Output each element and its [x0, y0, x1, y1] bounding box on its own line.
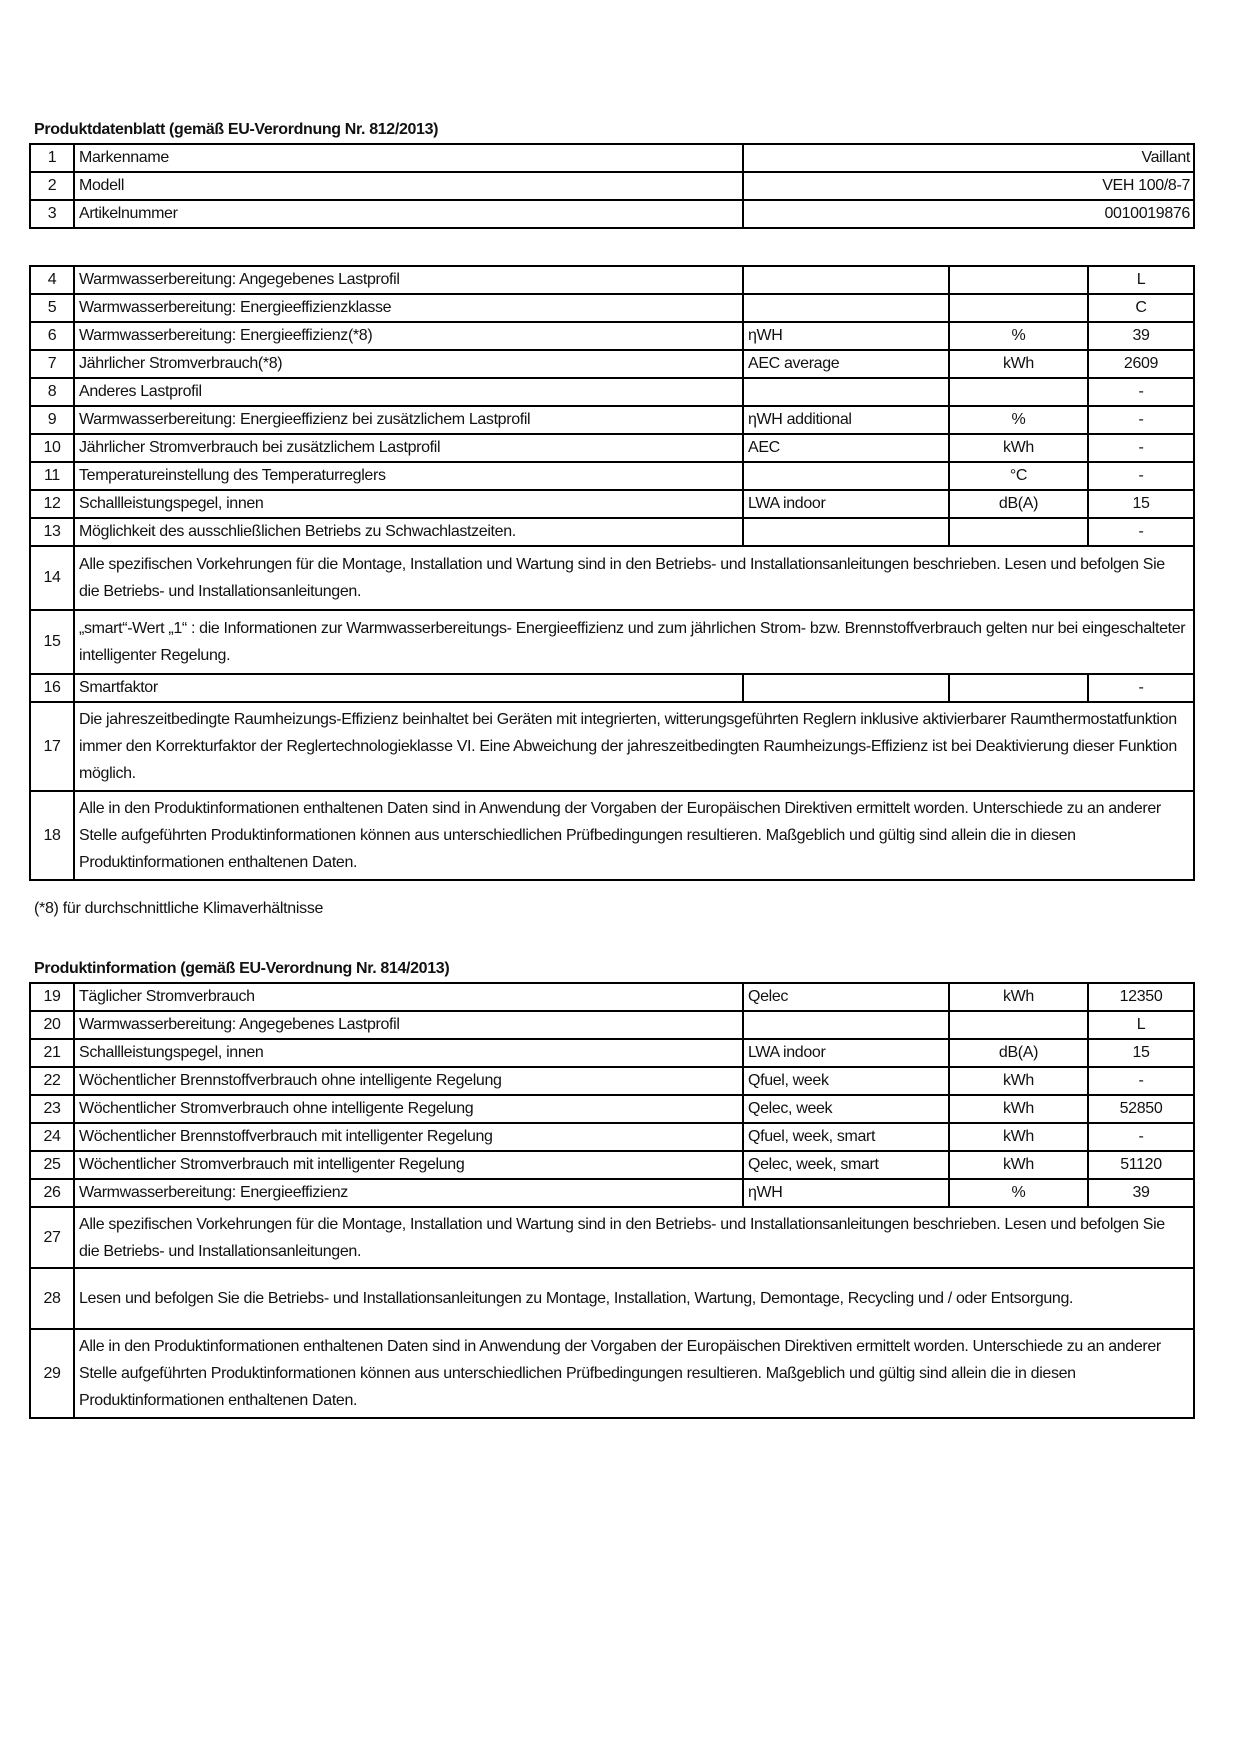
- row-number: 12: [30, 490, 74, 518]
- note-row: [30, 546, 1194, 610]
- table-row: [30, 406, 1194, 434]
- row-label: Schallleistungspegel, innen: [74, 1039, 743, 1067]
- note-text: Die jahreszeitbedingte Raumheizungs-Effizienz beinhaltet bei Geräten mit integrierten, witterungsgeführten Reglern inklusive aktivierbarer Raumthermostatfunktion immer den Korrekturfaktor der Reglertechnologieklasse VI. Eine Abweichung der jahreszeitbedingten Raumheizungs-Effizienz ist bei Deaktivierung dieser Funktion möglich.: [74, 702, 1194, 791]
- row-symbol: Qelec, week: [743, 1095, 949, 1123]
- row-symbol: [743, 518, 949, 546]
- row-unit: %: [949, 1179, 1088, 1207]
- note-text: Alle spezifischen Vorkehrungen für die Montage, Installation und Wartung sind in den Betriebs- und Installationsanleitungen beschrieben. Lesen und befolgen Sie die Betriebs- und Installationsanleitungen.: [74, 546, 1194, 610]
- row-value: -: [1088, 674, 1194, 702]
- row-number: 7: [30, 350, 74, 378]
- row-number: 27: [30, 1207, 74, 1268]
- row-label: Wöchentlicher Brennstoffverbrauch ohne intelligente Regelung: [74, 1067, 743, 1095]
- table-row: [30, 674, 1194, 702]
- row-symbol: ηWH: [743, 322, 949, 350]
- table-row: [30, 462, 1194, 490]
- row-unit: [949, 378, 1088, 406]
- row-number: 9: [30, 406, 74, 434]
- row-label: Täglicher Stromverbrauch: [74, 983, 743, 1011]
- table-row: [30, 200, 1194, 228]
- row-number: 25: [30, 1151, 74, 1179]
- row-symbol: [743, 294, 949, 322]
- row-value: -: [1088, 462, 1194, 490]
- row-label: Smartfaktor: [74, 674, 743, 702]
- row-symbol: [743, 378, 949, 406]
- table-row: [30, 294, 1194, 322]
- row-number: 16: [30, 674, 74, 702]
- row-unit: kWh: [949, 1123, 1088, 1151]
- table-row: [30, 322, 1194, 350]
- table-row: [30, 1151, 1194, 1179]
- row-unit: [949, 1011, 1088, 1039]
- row-number: 10: [30, 434, 74, 462]
- row-symbol: [743, 1011, 949, 1039]
- brand-value: Vaillant: [743, 144, 1194, 172]
- table-row: [30, 518, 1194, 546]
- row-unit: %: [949, 322, 1088, 350]
- row-unit: kWh: [949, 983, 1088, 1011]
- table-row: [30, 378, 1194, 406]
- product-info-table: [29, 982, 1195, 1419]
- row-symbol: [743, 462, 949, 490]
- table-row: [30, 172, 1194, 200]
- table-row: [30, 266, 1194, 294]
- table-row: [30, 1179, 1194, 1207]
- row-number: 20: [30, 1011, 74, 1039]
- row-number: 23: [30, 1095, 74, 1123]
- row-number: 2: [30, 172, 74, 200]
- row-label: Warmwasserbereitung: Energieeffizienz bei zusätzlichem Lastprofil: [74, 406, 743, 434]
- row-value: 39: [1088, 322, 1194, 350]
- row-value: 15: [1088, 490, 1194, 518]
- row-value: -: [1088, 1123, 1194, 1151]
- row-label: Wöchentlicher Stromverbrauch ohne intelligente Regelung: [74, 1095, 743, 1123]
- row-unit: dB(A): [949, 1039, 1088, 1067]
- row-label: Markenname: [74, 144, 743, 172]
- row-symbol: ηWH: [743, 1179, 949, 1207]
- row-number: 3: [30, 200, 74, 228]
- row-number: 28: [30, 1268, 74, 1329]
- row-label: Anderes Lastprofil: [74, 378, 743, 406]
- row-value: 52850: [1088, 1095, 1194, 1123]
- row-number: 11: [30, 462, 74, 490]
- row-label: Warmwasserbereitung: Angegebenes Lastprofil: [74, 266, 743, 294]
- row-label: Warmwasserbereitung: Energieeffizienz(*8): [74, 322, 743, 350]
- table-row: [30, 350, 1194, 378]
- row-symbol: AEC average: [743, 350, 949, 378]
- row-value: -: [1088, 1067, 1194, 1095]
- row-symbol: ηWH additional: [743, 406, 949, 434]
- row-value: C: [1088, 294, 1194, 322]
- table-row: [30, 490, 1194, 518]
- row-symbol: LWA indoor: [743, 490, 949, 518]
- row-symbol: Qfuel, week, smart: [743, 1123, 949, 1151]
- row-number: 13: [30, 518, 74, 546]
- note-text: Alle spezifischen Vorkehrungen für die Montage, Installation und Wartung sind in den Betriebs- und Installationsanleitungen beschrieben. Lesen und befolgen Sie die Betriebs- und Installationsanleitungen.: [74, 1207, 1194, 1268]
- note-text: „smart“-Wert „1“ : die Informationen zur Warmwasserbereitungs- Energieeffizienz und zum jährlichen Strom- bzw. Brennstoffverbrauch gelten nur bei eingeschalteter intelligenter Regelung.: [74, 610, 1194, 674]
- row-value: 39: [1088, 1179, 1194, 1207]
- row-unit: [949, 518, 1088, 546]
- row-value: 2609: [1088, 350, 1194, 378]
- datasheet-table: [29, 265, 1195, 881]
- article-number-value: 0010019876: [743, 200, 1194, 228]
- row-label: Temperatureinstellung des Temperaturreglers: [74, 462, 743, 490]
- row-number: 6: [30, 322, 74, 350]
- row-symbol: [743, 266, 949, 294]
- row-number: 1: [30, 144, 74, 172]
- row-number: 15: [30, 610, 74, 674]
- row-unit: %: [949, 406, 1088, 434]
- row-unit: kWh: [949, 1067, 1088, 1095]
- row-label: Artikelnummer: [74, 200, 743, 228]
- row-value: 51120: [1088, 1151, 1194, 1179]
- section1-heading: Produktdatenblatt (gemäß EU-Verordnung Nr. 812/2013): [34, 121, 439, 138]
- note-row: [30, 1268, 1194, 1329]
- row-value: L: [1088, 1011, 1194, 1039]
- table-row: [30, 983, 1194, 1011]
- row-value: 12350: [1088, 983, 1194, 1011]
- note-text: Alle in den Produktinformationen enthaltenen Daten sind in Anwendung der Vorgaben der Europäischen Direktiven ermittelt worden. Unterschiede zu an anderer Stelle aufgeführten Produktinformationen können aus unterschiedlichen Prüfbedingungen resultieren. Maßgeblich und gültig sind allein die in diesen Produktinformationen enthaltenen Daten.: [74, 791, 1194, 880]
- note-row: [30, 791, 1194, 880]
- row-label: Jährlicher Stromverbrauch bei zusätzlichem Lastprofil: [74, 434, 743, 462]
- row-symbol: Qfuel, week: [743, 1067, 949, 1095]
- row-symbol: LWA indoor: [743, 1039, 949, 1067]
- row-label: Warmwasserbereitung: Angegebenes Lastprofil: [74, 1011, 743, 1039]
- row-label: Warmwasserbereitung: Energieeffizienz: [74, 1179, 743, 1207]
- table-row: [30, 1039, 1194, 1067]
- note-row: [30, 1207, 1194, 1268]
- row-label: Möglichkeit des ausschließlichen Betriebs zu Schwachlastzeiten.: [74, 518, 743, 546]
- row-label: Warmwasserbereitung: Energieeffizienzklasse: [74, 294, 743, 322]
- note-text: Lesen und befolgen Sie die Betriebs- und Installationsanleitungen zu Montage, Installation, Wartung, Demontage, Recycling und / oder Entsorgung.: [74, 1268, 1194, 1329]
- row-unit: dB(A): [949, 490, 1088, 518]
- row-symbol: Qelec: [743, 983, 949, 1011]
- table-row: [30, 1123, 1194, 1151]
- row-number: 22: [30, 1067, 74, 1095]
- row-number: 18: [30, 791, 74, 880]
- row-unit: kWh: [949, 1151, 1088, 1179]
- row-value: -: [1088, 378, 1194, 406]
- row-symbol: AEC: [743, 434, 949, 462]
- row-value: -: [1088, 434, 1194, 462]
- note-row: [30, 1329, 1194, 1418]
- row-label: Jährlicher Stromverbrauch(*8): [74, 350, 743, 378]
- row-number: 4: [30, 266, 74, 294]
- row-number: 17: [30, 702, 74, 791]
- row-unit: [949, 674, 1088, 702]
- section2-heading: Produktinformation (gemäß EU-Verordnung Nr. 814/2013): [34, 960, 450, 977]
- table-row: [30, 1095, 1194, 1123]
- note-text: Alle in den Produktinformationen enthaltenen Daten sind in Anwendung der Vorgaben der Europäischen Direktiven ermittelt worden. Unterschiede zu an anderer Stelle aufgeführten Produktinformationen können aus unterschiedlichen Prüfbedingungen resultieren. Maßgeblich und gültig sind allein die in diesen Produktinformationen enthaltenen Daten.: [74, 1329, 1194, 1418]
- row-unit: °C: [949, 462, 1088, 490]
- note-row: [30, 702, 1194, 791]
- model-value: VEH 100/8-7: [743, 172, 1194, 200]
- row-value: L: [1088, 266, 1194, 294]
- table-row: [30, 144, 1194, 172]
- row-label: Wöchentlicher Stromverbrauch mit intelligenter Regelung: [74, 1151, 743, 1179]
- row-number: 21: [30, 1039, 74, 1067]
- row-unit: [949, 294, 1088, 322]
- row-number: 14: [30, 546, 74, 610]
- note-row: [30, 610, 1194, 674]
- row-number: 29: [30, 1329, 74, 1418]
- footnote: (*8) für durchschnittliche Klimaverhältnisse: [34, 900, 324, 917]
- row-number: 8: [30, 378, 74, 406]
- row-value: -: [1088, 406, 1194, 434]
- row-symbol: [743, 674, 949, 702]
- row-number: 5: [30, 294, 74, 322]
- table-row: [30, 1067, 1194, 1095]
- table-row: [30, 1011, 1194, 1039]
- row-number: 26: [30, 1179, 74, 1207]
- row-unit: kWh: [949, 1095, 1088, 1123]
- row-label: Modell: [74, 172, 743, 200]
- row-number: 24: [30, 1123, 74, 1151]
- table-row: [30, 434, 1194, 462]
- row-label: Wöchentlicher Brennstoffverbrauch mit intelligenter Regelung: [74, 1123, 743, 1151]
- row-label: Schallleistungspegel, innen: [74, 490, 743, 518]
- row-unit: kWh: [949, 350, 1088, 378]
- row-unit: kWh: [949, 434, 1088, 462]
- row-number: 19: [30, 983, 74, 1011]
- row-symbol: Qelec, week, smart: [743, 1151, 949, 1179]
- row-value: -: [1088, 518, 1194, 546]
- row-unit: [949, 266, 1088, 294]
- identity-table: [29, 143, 1195, 229]
- row-value: 15: [1088, 1039, 1194, 1067]
